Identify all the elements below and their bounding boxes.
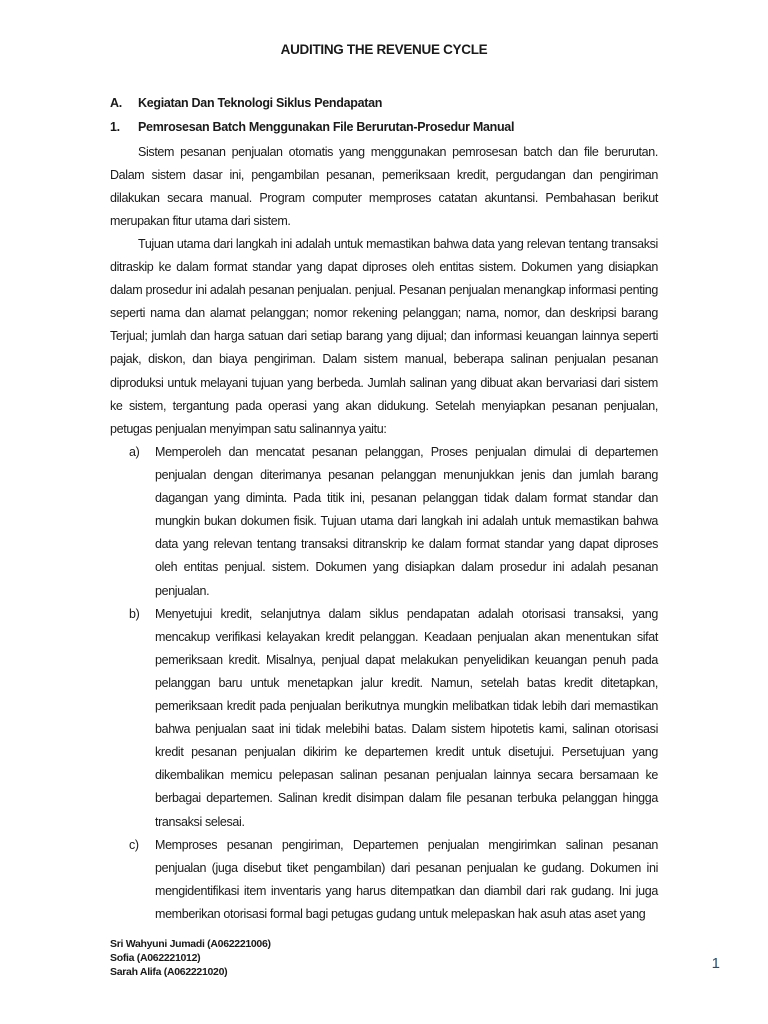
document-title: AUDITING THE REVENUE CYCLE	[280, 42, 488, 57]
paragraph-2-text: Tujuan utama dari langkah ini adalah untuk memastikan bahwa data yang relevan tentang transaksi ditraskip ke dalam format standar yang dapat diproses oleh entitas sistem. Dokumen yang disiapkan dalam prosedur ini adalah pesanan penjualan. penjual. Pesanan penjualan menangkap informasi penting seperti nama dan alamat pelanggan; nomor rekening pelanggan; nama, nomor, dan deskripsi barang Terjual; jumlah dan harga satuan dari setiap barang yang dijual; dan informasi keuangan lainnya seperti pajak, diskon, dan biaya pengiriman. Dalam sistem manual, beberapa salinan penjualan pesanan diproduksi untuk melayani tujuan yang berbeda. Jumlah salinan yang dibuat akan bervariasi dari sistem ke sistem, tergantung pada operasi yang akan didukung. Setelah menyiapkan pesanan penjualan, petugas penjualan menyimpan satu salinannya yaitu:	[110, 237, 658, 436]
list-item-a	[110, 441, 658, 603]
paragraph-2	[110, 233, 658, 441]
list-item-c	[110, 834, 658, 926]
section-heading-1-text: Pemrosesan Batch Menggunakan File Berurutan-Prosedur Manual	[138, 120, 515, 134]
list-item-a-letter: a)	[129, 445, 140, 459]
author-line: Sofia (A062221012)	[110, 952, 201, 964]
authors-footer	[110, 937, 271, 979]
list-item-c-letter: c)	[129, 837, 139, 852]
paragraph-1-text: Sistem pesanan penjualan otomatis yang menggunakan pemrosesan batch dan file berurutan. Dalam sistem dasar ini, pengambilan pesanan, pemeriksaan kredit, pergudangan dan pengiriman dilakukan secara manual. Program computer memproses catatan akuntansi. Pembahasan berikut merupakan fitur utama dari sistem.	[110, 145, 658, 229]
section-heading-1	[110, 120, 514, 134]
list-item-b	[110, 603, 658, 834]
author-line: Sri Wahyuni Jumadi (A062221006)	[110, 938, 271, 950]
list-item-b-text: Menyetujui kredit, selanjutnya dalam siklus pendapatan adalah otorisasi transaksi, yang mencakup verifikasi kelayakan kredit pelanggan. Keadaan penjualan akan menentukan sifat pemeriksaan kredit. Misalnya, penjual dapat melakukan penyelidikan keuangan penuh pada pelanggan baru untuk menetapkan jalur kredit. Namun, setelah batas kredit ditetapkan, pemeriksaan kredit pada penjualan berikutnya mungkin melibatkan tidak lebih dari memastikan bahwa penjualan saat ini tidak melebihi batas. Dalam sistem hipotetis kami, salinan otorisasi kredit pesanan penjualan dikirim ke departemen kredit untuk disetujui. Persetujuan yang dikembalikan memicu pelepasan salinan pesanan penjualan lainnya secara bersamaan ke berbagai departemen. Salinan kredit disimpan dalam file pesanan terbuka pelanggan hingga transaksi selesai.	[155, 606, 658, 829]
list-item-a-text: Memperoleh dan mencatat pesanan pelanggan, Proses penjualan dimulai di departemen penjualan dengan diterimanya pesanan pelanggan menunjukkan jenis dan jumlah barang dagangan yang diminta. Pada titik ini, pesanan pelanggan tidak dalam format standar dan mungkin bukan dokumen fisik. Tujuan utama dari langkah ini adalah untuk memastikan bahwa data yang relevan tentang transaksi ditranskrip ke dalam format standar yang dapat diproses oleh entitas penjual. sistem. Dokumen yang disiapkan dalam prosedur ini adalah pesanan penjualan.	[155, 445, 658, 598]
section-heading-1-number: 1.	[110, 120, 120, 134]
paragraph-1	[110, 141, 658, 233]
section-heading-a	[110, 96, 382, 110]
lettered-list	[110, 441, 658, 926]
section-heading-a-number: A.	[110, 96, 122, 110]
page-number: 1	[711, 955, 720, 972]
list-item-b-letter: b)	[129, 606, 140, 621]
author-line: Sarah Alifa (A062221020)	[110, 966, 228, 978]
list-item-c-text: Memproses pesanan pengiriman, Departemen penjualan mengirimkan salinan pesanan penjualan (juga disebut tiket pengambilan) dari pesanan penjualan ke gudang. Dokumen ini mengidentifikasi item inventaris yang harus ditempatkan dan diambil dari rak gudang. Ini juga memberikan otorisasi formal bagi petugas gudang untuk melepaskan hak asuh atas aset yang	[155, 837, 658, 921]
section-heading-a-text: Kegiatan Dan Teknologi Siklus Pendapatan	[138, 96, 383, 110]
